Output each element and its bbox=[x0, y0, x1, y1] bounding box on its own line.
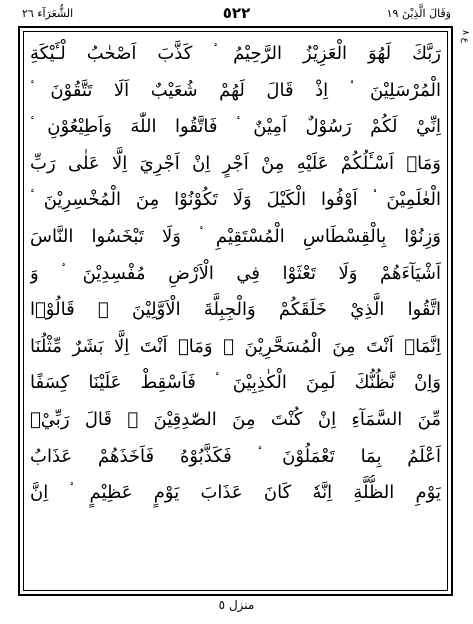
text-line: اتَّقُوا الَّذِيْ خَلَقَكُمْ وَالْجِبِلَّةَ الْاَوَّلِيْنَ ۟ قَالُوْۤا bbox=[30, 299, 441, 321]
quran-text-block bbox=[30, 36, 441, 586]
text-line: مِّنَ السَّمَآءِ اِنْ كُنْتَ مِنَ الصّٰدِقِيْنَ ۟ قَالَ رَبِّيْۤ bbox=[30, 408, 441, 430]
juz-label: وَقَالَ الَّذِيْنَ ١٩ bbox=[386, 7, 451, 20]
text-line: وَمَاۤ اَسْـَٔلُكُمْ عَلَيْهِ مِنْ اَجْرٍ اِنْ اَجْرِيَ اِلَّا عَلٰى رَبِّ bbox=[30, 152, 441, 174]
text-line: الْمُرْسَلِيْنَ ۟ اِذْ قَالَ لَهُمْ شُعَيْبٌ اَلَا تَتَّقُوْنَ ۟ bbox=[30, 79, 441, 101]
page-number: ٥٢٢ bbox=[222, 4, 251, 22]
text-line: رَبَّكَ لَهُوَ الْعَزِيْزُ الرَّحِيْمُ ۟ كَذَّبَ اَصْحٰبُ لْـَٔيْكَةِ bbox=[30, 43, 441, 64]
text-line: اَعْلَمُ بِمَا تَعْمَلُوْنَ ۟ فَكَذَّبُوْهُ فَاَخَذَهُمْ عَذَابُ bbox=[30, 445, 441, 467]
page-header bbox=[18, 4, 455, 26]
text-line: وَزِنُوْا بِالْقِسْطَاسِ الْمُسْتَقِيْمِ ۟ وَلَا تَبْخَسُوا النَّاسَ bbox=[30, 225, 441, 247]
surah-label: الشُّعَرَآء ٢٦ bbox=[22, 7, 74, 20]
text-line: اِنِّيْ لَكُمْ رَسُوْلٌ اَمِيْنٌ ۟ فَاتَّقُوا اللّٰهَ وَاَطِيْعُوْنِ ۟ bbox=[30, 116, 441, 138]
text-line: اِنَّمَاۤ اَنْتَ مِنَ الْمُسَحَّرِيْنَ ۟ وَمَاۤ اَنْتَ اِلَّا بَشَرٌ مِّثْلُنَا bbox=[30, 335, 441, 357]
text-line: يَوْمِ الظُّلَّةِ اِنَّهٗ كَانَ عَذَابَ يَوْمٍ عَظِيْمٍ ۟ اِنَّ bbox=[30, 482, 441, 504]
manzil-footer: منزل ٥ bbox=[218, 598, 255, 612]
text-line: الْعٰلَمِيْنَ ۟ اَوْفُوا الْكَيْلَ وَلَا تَكُوْنُوْا مِنَ الْمُخْسِرِيْنَ ۟ bbox=[30, 189, 441, 211]
text-line: وَاِنْ نَّظُنُّكَ لَمِنَ الْكٰذِبِيْنَ ۟ فَاَسْقِطْ عَلَيْنَا كِسَفًا bbox=[30, 372, 441, 394]
text-line: اَشْيَآءَهُمْ وَلَا تَعْثَوْا فِي الْاَرْضِ مُفْسِدِيْنَ ۟ وَ bbox=[30, 262, 441, 284]
ruku-marker: ع ٨ bbox=[460, 30, 470, 44]
